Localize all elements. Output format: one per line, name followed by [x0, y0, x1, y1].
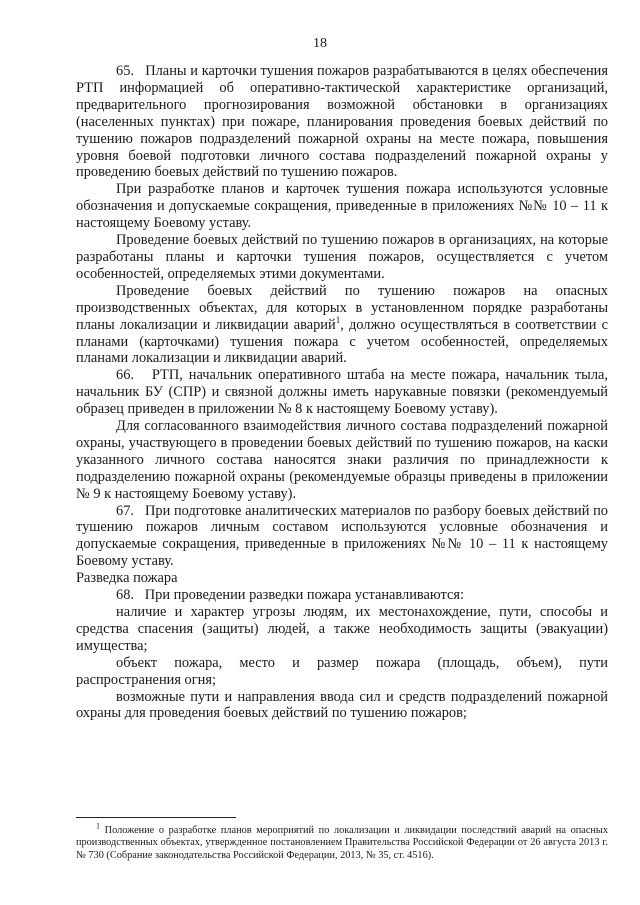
paragraph-65-hazardous-objects [76, 283, 608, 368]
paragraph-66: 66. РТП, начальник оперативного штаба на месте пожара, начальник тыла, начальник БУ (СПР) и связной должны иметь нарукавные повязки (рекомендуемый образец приведен в приложении № 8 к настоящему Боевому уставу). [76, 367, 608, 418]
paragraph-67: 67. При подготовке аналитических материалов по разбору боевых действий по тушению пожаров личным составом используются условные обозначения и допускаемые сокращения, приведенные в приложениях №№ 10 – 11 к настоящему Боевому уставу. [76, 502, 608, 570]
paragraph-68-routes: возможные пути и направления ввода сил и средств подразделений пожарной охраны для проведения боевых действий по тушению пожаров; [76, 688, 608, 722]
paragraph-68-fire-object: объект пожара, место и размер пожара (площадь, объем), пути распространения огня; [76, 654, 608, 688]
paragraph-65-organizations: Проведение боевых действий по тушению пожаров в организациях, на которые разработаны планы и карточки тушения пожаров, осуществляется с учетом особенностей, определяемых этими документами. [76, 232, 608, 282]
footnote-marker: 1 [96, 821, 100, 831]
paragraph-65-hazardous-text-a: Проведение боевых действий по тушению пожаров на опасных производственных объектах, для которых в установленном порядке разработаны планы локализации и ликвидации аварий [76, 282, 608, 333]
paragraph-66-helmets: Для согласованного взаимодействия личного состава подразделений пожарной охраны, участвующего в проведении боевых действий по тушению пожаров, на каски указанного личного состава наносятся знаки различия по принадлежности к подразделению пожарной охраны (рекомендуемые образцы приведены в приложении № 9 к настоящему Боевому уставу). [76, 418, 608, 502]
footnote-divider [76, 817, 236, 818]
paragraph-68-threat: наличие и характер угрозы людям, их местонахождение, пути, способы и средства спасения (защиты) людей, а также необходимость защиты (эвакуации) имущества; [76, 604, 608, 654]
paragraph-68: 68. При проведении разведки пожара устанавливаются: [116, 587, 464, 604]
document-body [76, 63, 608, 722]
paragraph-65-hazardous-text-b: , должно осуществляться в соответствии с планами (карточками) тушения пожара с учетом особенностей, определяемых планами локализации и ликвидации аварий. [76, 316, 608, 367]
paragraph-65-symbols: При разработке планов и карточек тушения пожара используются условные обозначения и допускаемые сокращения, приведенные в приложениях №№ 10 – 11 к настоящему Боевому уставу. [76, 181, 608, 232]
footnote-reference[interactable]: 1 [335, 314, 341, 325]
section-heading: Разведка пожара [76, 570, 178, 587]
page-number: 18 [313, 36, 327, 51]
footnote-text: Положение о разработке планов мероприятий по локализации и ликвидации последствий аварий на опасных производственных объектах, утвержденное постановлением Правительства Российской Федерации от 26 августа 2013 г. № 730 (Собрание законодательства Российской Федерации, 2013, № 35, ст. 4516). [76, 825, 608, 861]
footnote [76, 821, 608, 862]
paragraph-65: 65. Планы и карточки тушения пожаров разрабатываются в целях обеспечения РТП информацией об оперативно-тактической характеристике организаций, предварительного прогнозирования возможной обстановки в организациях (населенных пунктах) при пожаре, планирования проведения боевых действий по тушению пожаров подразделений пожарной охраны на месте пожара, повышения уровня боевой подготовки личного состава подразделений пожарной охраны у проведению боевых действий по тушению пожаров. [76, 63, 608, 181]
